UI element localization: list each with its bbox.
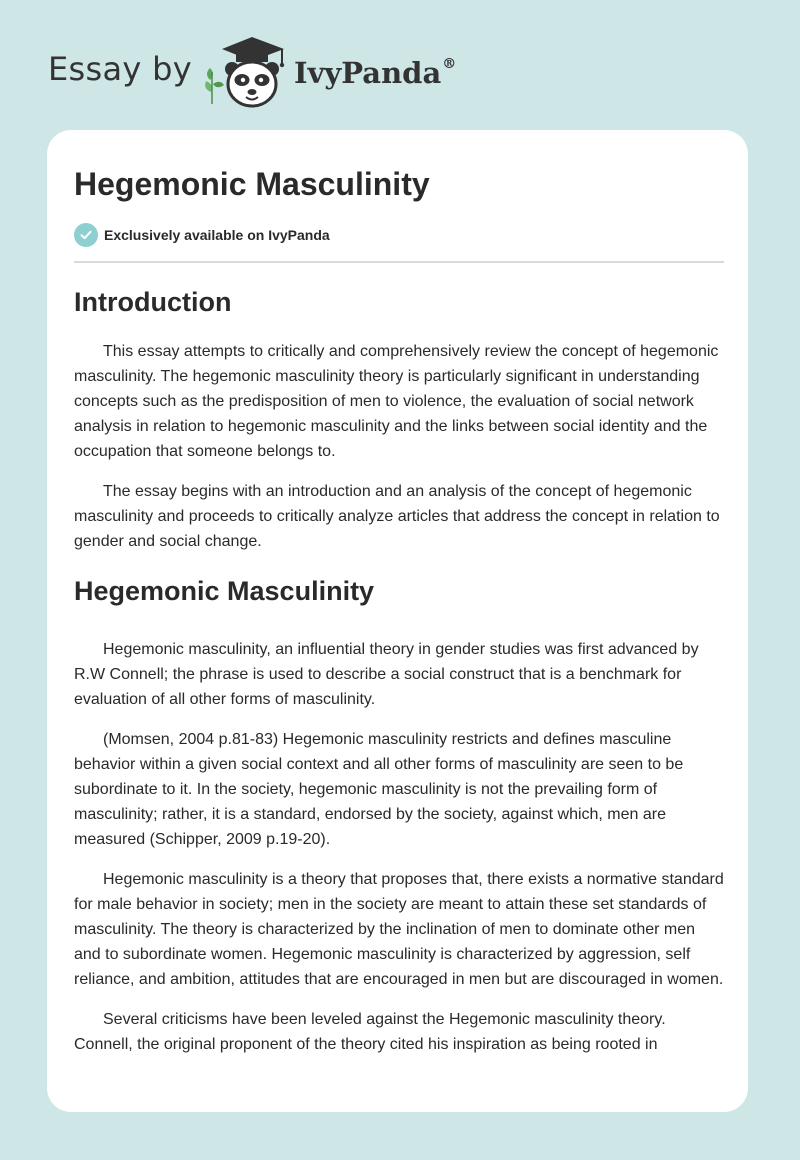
paragraph: (Momsen, 2004 p.81-83) Hegemonic masculinity restricts and defines masculine behavior within a given social context and all other forms of masculinity are seen to be subordinate to it. In the society, hegemonic masculinity is not the prevailing form of masculinity; rather, it is a standard, endorsed by the society, against which, men are measured (Schipper, 2009 p.19-20). <box>74 731 684 848</box>
paragraph: This essay attempts to critically and comprehensively review the concept of hegemonic masculinity. The hegemonic masculinity theory is particularly significant in understanding concepts such as the predisposition of men to violence, the evaluation of social network analysis in relation to hegemonic masculinity and the links between social identity and the occupation that someone belongs to. <box>74 343 719 460</box>
registered-mark: ® <box>442 56 457 73</box>
site-header <box>48 34 468 110</box>
section-heading-hegemonic-masculinity: Hegemonic Masculinity <box>74 576 375 606</box>
check-circle-icon <box>74 223 98 247</box>
brand-name-text: IvyPanda <box>294 56 442 90</box>
paragraph: Hegemonic masculinity is a theory that proposes that, there exists a normative standard for male behavior in society; men in the society are meant to attain these set standards of masculinity. The theory is characterized by the inclination of men to dominate other men and to subordinate women. Hegemonic masculinity is characterized by aggression, self reliance, and ambition, attitudes that are encouraged in men but are discouraged in women. <box>74 871 724 988</box>
paragraph: The essay begins with an introduction and an analysis of the concept of hegemonic masculinity and proceeds to critically analyze articles that address the concept in relation to gender and social change. <box>74 483 720 550</box>
badge-text: Exclusively available on IvyPanda <box>104 227 330 243</box>
section-heading-introduction: Introduction <box>74 287 232 317</box>
essay-card <box>47 130 748 1112</box>
essay-content <box>74 280 724 1072</box>
exclusive-badge <box>74 223 330 247</box>
brand-name[interactable] <box>294 56 456 90</box>
divider <box>74 261 724 263</box>
ivy-leaf-icon <box>205 68 224 104</box>
brand-prefix: Essay by <box>48 50 192 88</box>
panda-logo-icon[interactable] <box>202 34 294 110</box>
page-title: Hegemonic Masculinity <box>74 166 430 202</box>
paragraph: Hegemonic masculinity, an influential theory in gender studies was first advanced by R.W Connell; the phrase is used to describe a social construct that is a benchmark for evaluation of all other forms of masculinity. <box>74 641 699 708</box>
paragraph: Several criticisms have been leveled against the Hegemonic masculinity theory. Connell, the original proponent of the theory cited his inspiration as being rooted in <box>74 1011 666 1053</box>
